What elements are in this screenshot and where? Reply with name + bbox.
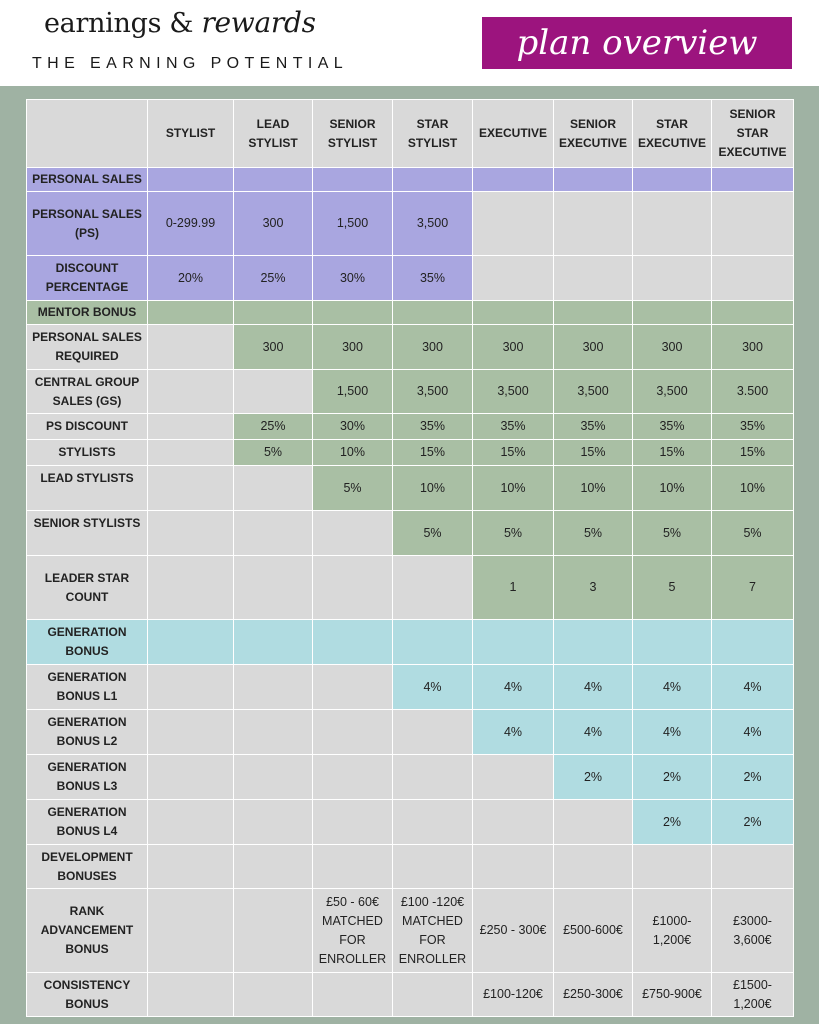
table-cell: [712, 256, 794, 301]
row-label: LEAD STYLISTS: [27, 466, 148, 511]
plan-table: [26, 99, 794, 1017]
brand-subtitle: THE EARNING POTENTIAL: [32, 55, 349, 72]
table-cell: 25%: [234, 414, 313, 440]
col-star-stylist: STAR STYLIST: [393, 100, 473, 168]
table-row: [27, 889, 794, 973]
table-cell: 4%: [393, 665, 473, 710]
row-label: DEVELOPMENT BONUSES: [27, 845, 148, 889]
table-cell: [234, 755, 313, 800]
table-cell: 4%: [473, 665, 554, 710]
row-label: STYLISTS: [27, 440, 148, 466]
table-cell: [473, 755, 554, 800]
col-executive: EXECUTIVE: [473, 100, 554, 168]
table-cell: [234, 511, 313, 556]
table-cell: [313, 511, 393, 556]
table-cell: 2%: [554, 755, 633, 800]
table-row: [27, 973, 794, 1017]
table-cell: [148, 414, 234, 440]
table-cell: 1,500: [313, 370, 393, 414]
table-cell: [554, 192, 633, 256]
table-cell: 15%: [633, 440, 712, 466]
table-cell: [393, 800, 473, 845]
table-cell: 3,500: [554, 370, 633, 414]
table-cell: [473, 800, 554, 845]
table-cell: 2%: [712, 755, 794, 800]
col-stylist: STYLIST: [148, 100, 234, 168]
table-cell: [313, 800, 393, 845]
section-generation-bonus: [27, 620, 794, 665]
table-cell: 4%: [712, 710, 794, 755]
table-cell: 4%: [633, 710, 712, 755]
table-cell: 300: [234, 325, 313, 370]
table-row: [27, 511, 794, 556]
table-cell: 300: [554, 325, 633, 370]
table-cell: [313, 973, 393, 1017]
table-cell: [234, 889, 313, 973]
table-cell: [393, 556, 473, 620]
table-cell: 0-299.99: [148, 192, 234, 256]
table-row: [27, 414, 794, 440]
brand-title-script: rewards: [201, 6, 316, 39]
table-cell: £750-900€: [633, 973, 712, 1017]
table-cell: [313, 755, 393, 800]
col-senior-stylist: SENIOR STYLIST: [313, 100, 393, 168]
table-cell: 5%: [633, 511, 712, 556]
table-cell: 15%: [473, 440, 554, 466]
table-cell: 10%: [473, 466, 554, 511]
row-label: SENIOR STYLISTS: [27, 511, 148, 556]
section-mentor-bonus: [27, 301, 794, 325]
page-header: [0, 0, 819, 86]
row-label: GENERATION BONUS L2: [27, 710, 148, 755]
table-cell: 35%: [712, 414, 794, 440]
table-cell: 20%: [148, 256, 234, 301]
table-cell: 5%: [393, 511, 473, 556]
table-cell: 35%: [393, 414, 473, 440]
corner-cell: [27, 100, 148, 168]
table-cell: 4%: [633, 665, 712, 710]
table-cell: [234, 800, 313, 845]
section-label: GENERATION BONUS: [27, 620, 148, 665]
col-lead-stylist: LEAD STYLIST: [234, 100, 313, 168]
table-row: [27, 710, 794, 755]
table-row: [27, 192, 794, 256]
row-label: CONSISTENCY BONUS: [27, 973, 148, 1017]
table-cell: 2%: [712, 800, 794, 845]
table-cell: 300: [712, 325, 794, 370]
row-label: CENTRAL GROUP SALES (GS): [27, 370, 148, 414]
table-row: [27, 466, 794, 511]
table-cell: £3000-3,600€: [712, 889, 794, 973]
brand-title: [44, 6, 316, 39]
row-label: PERSONAL SALES REQUIRED: [27, 325, 148, 370]
table-cell: 25%: [234, 256, 313, 301]
table-cell: 5%: [313, 466, 393, 511]
table-cell: 10%: [633, 466, 712, 511]
row-label: PS DISCOUNT: [27, 414, 148, 440]
row-label: PERSONAL SALES (PS): [27, 192, 148, 256]
table-cell: £50 - 60€ MATCHED FOR ENROLLER: [313, 889, 393, 973]
table-cell: 15%: [712, 440, 794, 466]
table-cell: 3: [554, 556, 633, 620]
table-cell: 4%: [473, 710, 554, 755]
table-cell: [148, 511, 234, 556]
table-cell: £500-600€: [554, 889, 633, 973]
table-cell: 7: [712, 556, 794, 620]
table-cell: 5%: [234, 440, 313, 466]
row-label: GENERATION BONUS L1: [27, 665, 148, 710]
table-cell: 35%: [473, 414, 554, 440]
row-label: LEADER STAR COUNT: [27, 556, 148, 620]
table-row: [27, 440, 794, 466]
table-cell: 2%: [633, 800, 712, 845]
table-cell: [313, 556, 393, 620]
table-cell: 3,500: [393, 370, 473, 414]
table-cell: 300: [633, 325, 712, 370]
table-row: [27, 556, 794, 620]
table-cell: [234, 665, 313, 710]
table-cell: 30%: [313, 414, 393, 440]
table-cell: 15%: [554, 440, 633, 466]
table-cell: 300: [473, 325, 554, 370]
table-cell: [148, 556, 234, 620]
table-cell: 15%: [393, 440, 473, 466]
table-cell: 10%: [712, 466, 794, 511]
table-cell: £250-300€: [554, 973, 633, 1017]
table-cell: 5%: [554, 511, 633, 556]
table-cell: 30%: [313, 256, 393, 301]
table-cell: [148, 755, 234, 800]
table-cell: 3.500: [712, 370, 794, 414]
table-row: [27, 755, 794, 800]
header-row: [27, 100, 794, 168]
table-cell: 5%: [473, 511, 554, 556]
table-cell: [473, 192, 554, 256]
table-cell: 3,500: [393, 192, 473, 256]
table-cell: [234, 466, 313, 511]
row-label: DISCOUNT PERCENTAGE: [27, 256, 148, 301]
table-cell: [633, 256, 712, 301]
table-cell: [313, 710, 393, 755]
table-cell: 300: [234, 192, 313, 256]
table-row: [27, 325, 794, 370]
table-cell: 35%: [554, 414, 633, 440]
table-cell: [148, 973, 234, 1017]
table-cell: 5%: [712, 511, 794, 556]
table-row: [27, 845, 794, 889]
table-cell: [393, 755, 473, 800]
col-star-executive: STAR EXECUTIVE: [633, 100, 712, 168]
table-cell: [234, 370, 313, 414]
col-senior-star-executive: SENIOR STAR EXECUTIVE: [712, 100, 794, 168]
table-cell: [313, 665, 393, 710]
table-cell: £1000-1,200€: [633, 889, 712, 973]
table-cell: [148, 370, 234, 414]
table-cell: £1500-1,200€: [712, 973, 794, 1017]
table-cell: £250 - 300€: [473, 889, 554, 973]
row-label: GENERATION BONUS L4: [27, 800, 148, 845]
table-cell: 1: [473, 556, 554, 620]
table-row: [27, 800, 794, 845]
table-cell: 35%: [393, 256, 473, 301]
table-cell: 10%: [393, 466, 473, 511]
row-label: GENERATION BONUS L3: [27, 755, 148, 800]
table-cell: [554, 800, 633, 845]
table-cell: [554, 256, 633, 301]
table-cell: [148, 440, 234, 466]
table-cell: [234, 556, 313, 620]
table-cell: 35%: [633, 414, 712, 440]
table-cell: 4%: [554, 710, 633, 755]
table-cell: 4%: [554, 665, 633, 710]
table-cell: 10%: [554, 466, 633, 511]
table-cell: 10%: [313, 440, 393, 466]
table-cell: [473, 256, 554, 301]
section-personal-sales: [27, 168, 794, 192]
row-label: RANK ADVANCEMENT BONUS: [27, 889, 148, 973]
table-cell: 3,500: [473, 370, 554, 414]
table-cell: [234, 710, 313, 755]
table-cell: £100-120€: [473, 973, 554, 1017]
table-cell: [393, 710, 473, 755]
table-cell: 4%: [712, 665, 794, 710]
section-label: PERSONAL SALES: [27, 168, 148, 192]
table-cell: 2%: [633, 755, 712, 800]
table-cell: [148, 800, 234, 845]
brand-title-main: earnings &: [44, 8, 194, 39]
table-cell: £100 -120€ MATCHED FOR ENROLLER: [393, 889, 473, 973]
table-cell: [148, 710, 234, 755]
table-row: [27, 665, 794, 710]
table-cell: 300: [393, 325, 473, 370]
table-cell: [148, 665, 234, 710]
table-cell: 5: [633, 556, 712, 620]
table-cell: [712, 192, 794, 256]
table-cell: [148, 889, 234, 973]
col-senior-executive: SENIOR EXECUTIVE: [554, 100, 633, 168]
table-cell: [148, 466, 234, 511]
table-cell: 1,500: [313, 192, 393, 256]
table-row: [27, 370, 794, 414]
table-cell: [148, 325, 234, 370]
table-row: [27, 256, 794, 301]
table-cell: 3,500: [633, 370, 712, 414]
table-cell: [393, 973, 473, 1017]
table-cell: 300: [313, 325, 393, 370]
table-cell: [633, 192, 712, 256]
section-label: MENTOR BONUS: [27, 301, 148, 325]
plan-overview-banner: plan overview: [482, 17, 792, 69]
table-cell: [234, 973, 313, 1017]
